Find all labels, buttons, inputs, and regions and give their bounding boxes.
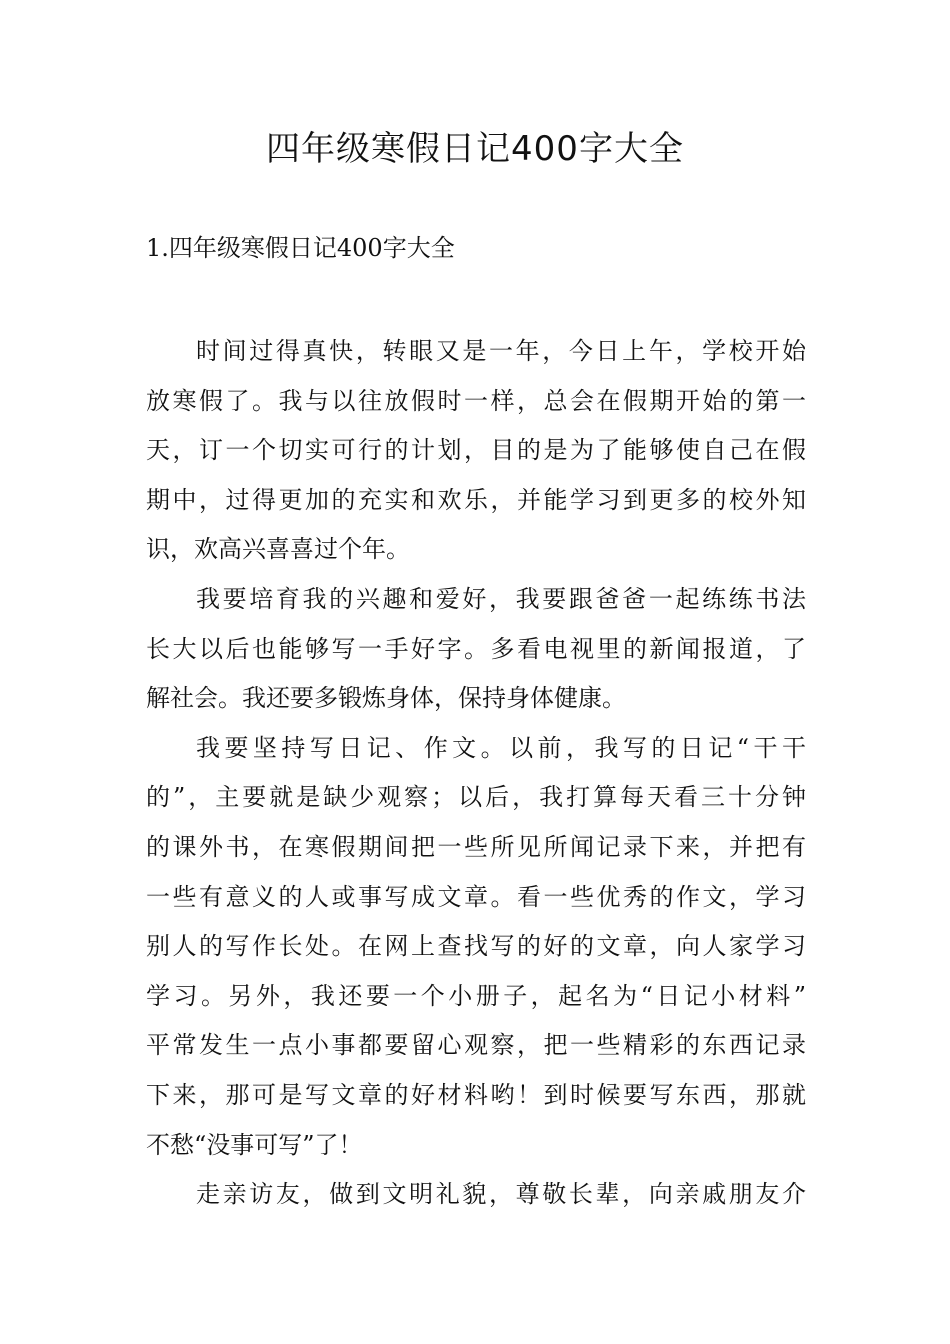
paragraph xyxy=(146,575,806,724)
text-line: 天，订一个切实可行的计划，目的是为了能够使自己在假 xyxy=(146,436,806,465)
document-title: 四年级寒假日记400字大全 xyxy=(266,129,684,169)
paragraph xyxy=(146,724,806,1170)
text-line: 走亲访友，做到文明礼貌，尊敬长辈，向亲戚朋友介 xyxy=(196,1180,806,1209)
paragraph xyxy=(146,327,806,575)
text-line: 识，欢高兴喜喜过个年。 xyxy=(146,535,410,564)
text-line: 解社会。我还要多锻炼身体，保持身体健康。 xyxy=(146,684,626,713)
text-line: 的课外书，在寒假期间把一些所见所闻记录下来，并把有 xyxy=(146,832,806,861)
text-line: 一些有意义的人或事写成文章。看一些优秀的作文，学习 xyxy=(146,882,806,911)
paragraph xyxy=(146,1170,806,1220)
text-line: 不愁“没事可写”了！ xyxy=(146,1130,363,1159)
text-line: 平常发生一点小事都要留心观察，把一些精彩的东西记录 xyxy=(146,1031,806,1060)
text-line: 下来，那可是写文章的好材料哟！到时候要写东西，那就 xyxy=(146,1080,806,1109)
text-line: 时间过得真快，转眼又是一年，今日上午，学校开始 xyxy=(196,337,806,365)
text-line: 我要培育我的兴趣和爱好，我要跟爸爸一起练练书法 xyxy=(196,584,806,613)
text-line: 长大以后也能够写一手好字。多看电视里的新闻报道，了 xyxy=(146,634,806,663)
text-line: 别人的写作长处。在网上查找写的好的文章，向人家学习 xyxy=(146,932,806,961)
document-body xyxy=(146,327,806,1220)
text-line: 的”，主要就是缺少观察；以后，我打算每天看三十分钟 xyxy=(146,783,806,812)
text-line: 放寒假了。我与以往放假时一样，总会在假期开始的第一 xyxy=(146,386,806,415)
text-line: 学习。另外，我还要一个小册子，起名为“日记小材料” xyxy=(146,981,806,1010)
section-heading: 1.四年级寒假日记400字大全 xyxy=(146,234,455,262)
text-line: 我要坚持写日记、作文。以前，我写的日记“干干 xyxy=(196,733,806,762)
text-line: 期中，过得更加的充实和欢乐，并能学习到更多的校外知 xyxy=(146,485,806,514)
